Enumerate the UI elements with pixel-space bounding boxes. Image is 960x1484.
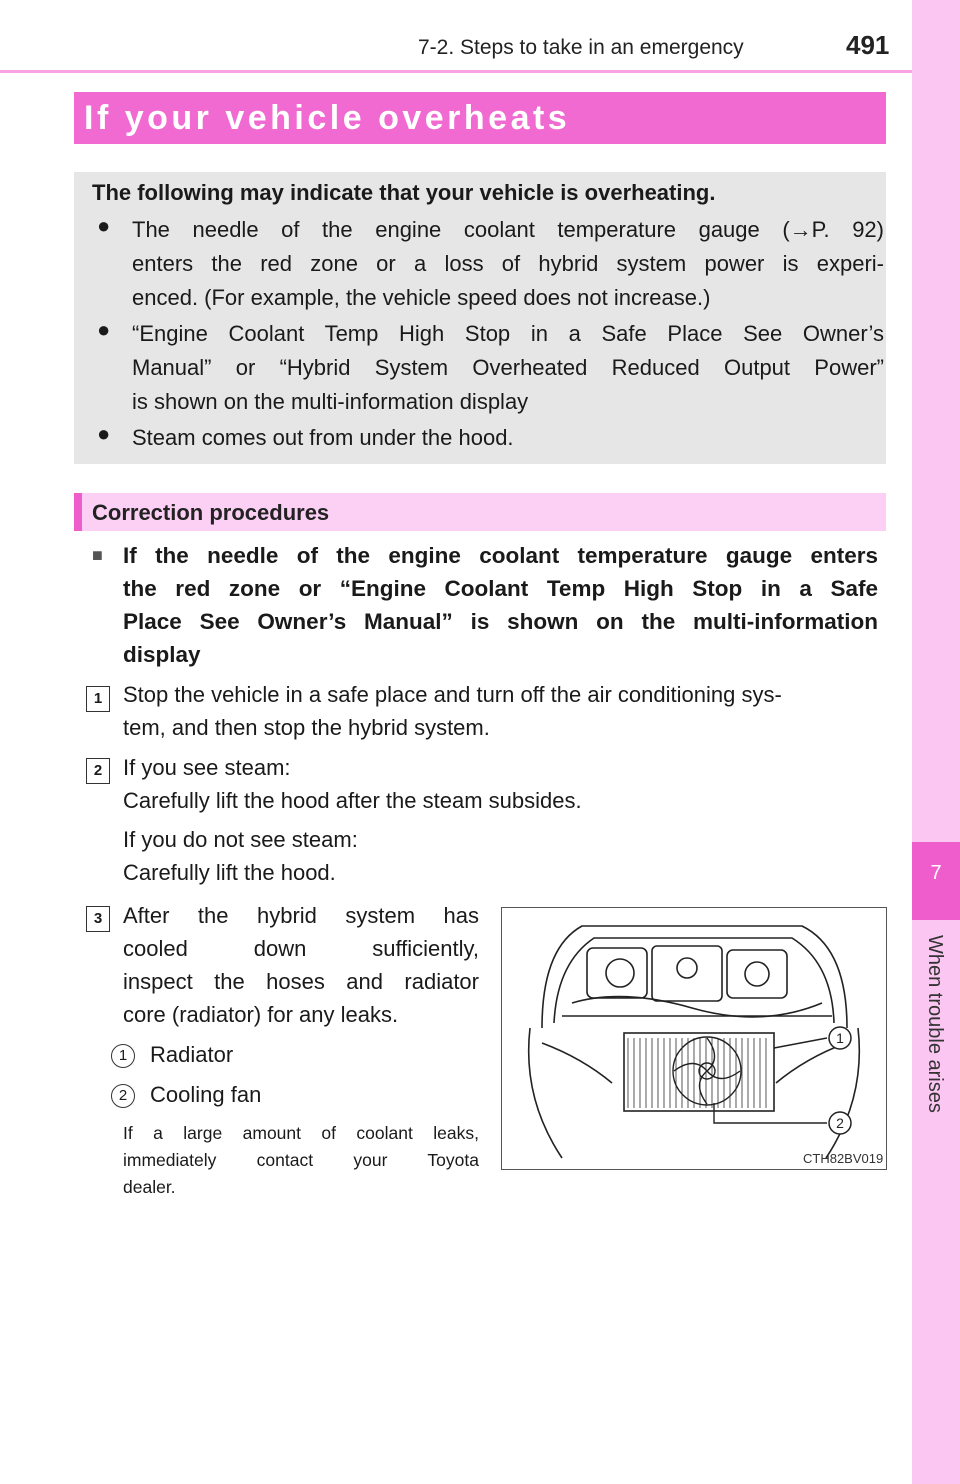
page-number: 491 [846,30,890,60]
chapter-side-tab [912,0,960,1484]
list-item: The needle of the engine coolant temperature gauge (→P. 92) enters the red zone or a loss of hybrid system power is experi- enced. (For example, the vehicle speed does not increase.) [132,217,884,310]
callout-number-1: 1 [111,1044,135,1068]
svg-text:1: 1 [836,1030,844,1046]
list-item: “Engine Coolant Temp High Stop in a Safe Place See Owner’s Manual” or “Hybrid System Overheated Reduced Output Power” is shown on the multi-information display [132,321,884,414]
engine-bay-illustration [501,907,887,1170]
chapter-number-tab [912,842,960,920]
bullet-icon: ● [97,317,111,342]
step-number-1: 1 [86,686,110,712]
chapter-title: When trouble arises [924,935,946,1113]
step-number-3: 3 [86,906,110,932]
coolant-leak-note: If a large amount of coolant leaks, immediately contact your Toyota dealer. [123,1123,479,1197]
page-title-bar [74,92,886,144]
legend-label-cooling-fan: Cooling fan [150,1082,262,1107]
page-title: If your vehicle overheats [84,99,571,137]
warning-signs-heading: The following may indicate that your vehicle is overheating. [92,180,716,205]
section-heading: Correction procedures [92,500,330,525]
list-item: Steam comes out from under the hood. [132,425,514,450]
figure-code: CTH82BV019 [803,1151,884,1166]
legend-label-radiator: Radiator [150,1042,234,1067]
svg-text:2: 2 [836,1115,844,1131]
sub-heading: ■ If the needle of the engine coolant temperature gauge enters the red zone or “Engine Coolant Temp High Stop in a Safe Place See Owner’s Manual” is shown on the multi-information display [92,539,878,671]
section-heading-bar [74,493,886,531]
bullet-icon: ● [97,421,111,446]
section-accent [74,493,82,531]
bullet-icon: ● [97,213,111,238]
step-2-text: If you see steam: Carefully lift the hood after the steam subsides. If you do not see steam: Carefully lift the hood. [123,755,582,885]
section-breadcrumb: 7-2. Steps to take in an emergency [418,36,744,59]
chapter-number: 7 [930,862,942,884]
header-divider [0,70,912,73]
step-number-2: 2 [86,758,110,784]
callout-number-2: 2 [111,1084,135,1108]
step-1-text: Stop the vehicle in a safe place and turn off the air conditioning sys- tem, and then stop the hybrid system. [123,682,782,740]
square-bullet-icon: ■ [92,545,103,565]
engine-bay-drawing [502,908,886,1169]
step-3-text: After the hybrid system has cooled down sufficiently, inspect the hoses and radiator core (radiator) for any leaks. [123,903,479,1027]
